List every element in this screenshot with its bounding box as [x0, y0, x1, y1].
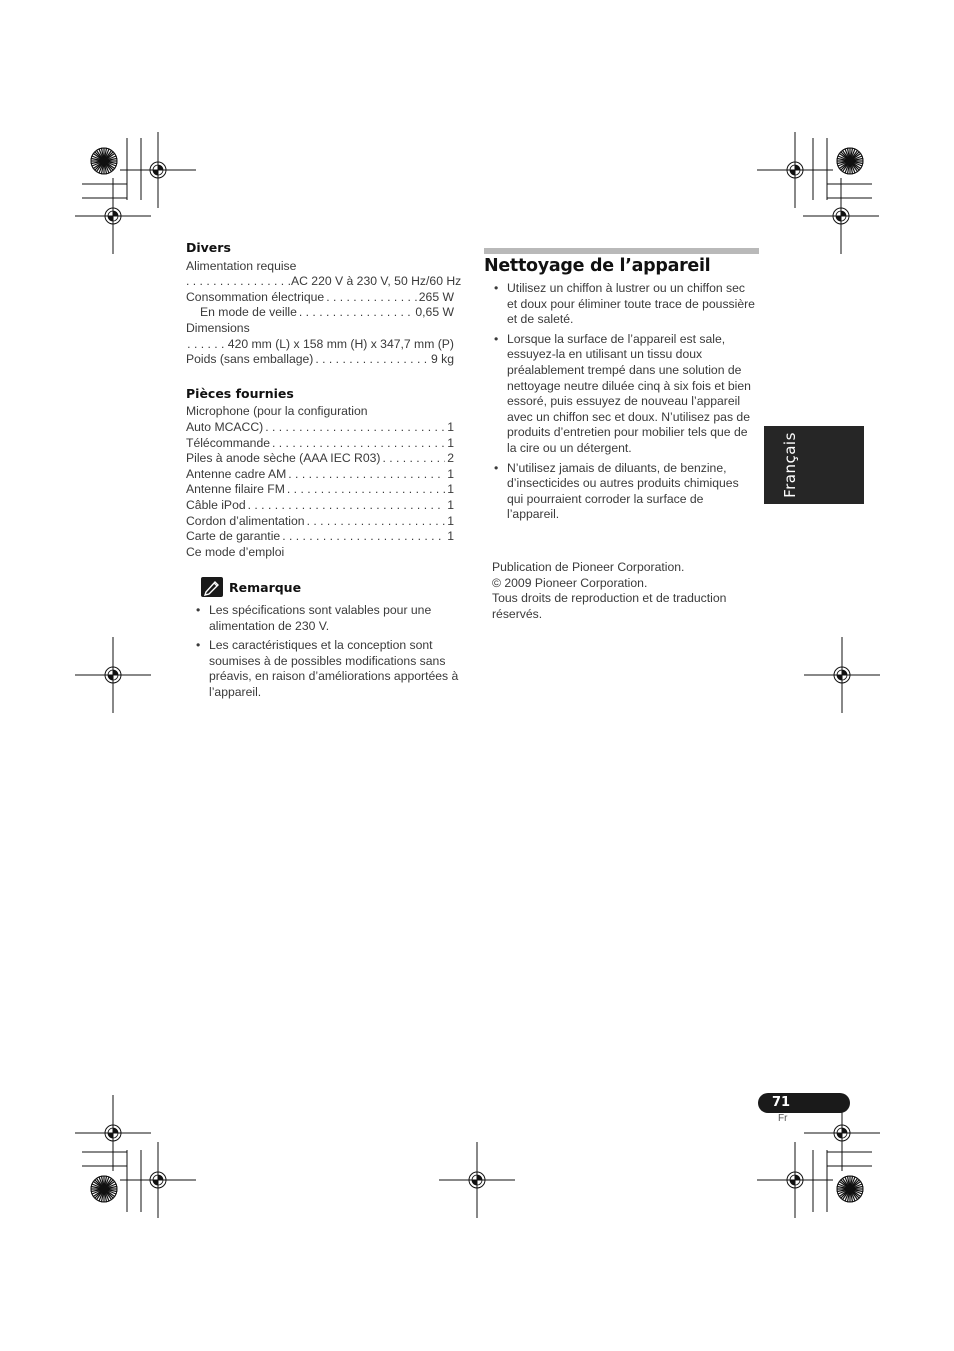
- language-tab-label: Français: [781, 432, 799, 498]
- remarque-list: [187, 603, 459, 705]
- spec-consumption-label: Consommation électrique: [186, 289, 325, 304]
- heading-rule: [484, 248, 759, 254]
- spec-weight: [186, 352, 454, 368]
- registration-mark-icon: [120, 1142, 196, 1218]
- spec-power-value: . . . . . . . . . . . . . . . .AC 220 V à 230 V, 50 Hz/60 Hz: [186, 274, 462, 289]
- spec-standby-label: En mode de veille: [200, 305, 297, 320]
- registration-mark-icon: [804, 637, 880, 713]
- pencil-note-icon: [201, 577, 223, 597]
- list-item: • Utilisez un chiffon à lustrer ou un chiffon sec et doux pour éliminer toute trace de poussière et de saleté.: [485, 281, 755, 328]
- registration-mark-icon: [757, 1142, 833, 1218]
- registration-mark-icon: [803, 178, 879, 254]
- page-language-code: Fr: [778, 1113, 788, 1124]
- list-item: Télécommande . . . 1: [186, 436, 454, 452]
- list-item: • Les spécifications sont valables pour une alimentation de 230 V.: [187, 603, 459, 634]
- list-item: • N’utilisez jamais de diluants, de benzine, d’insecticides ou autres produits chimiques qui pourraient corroder la surface de l’appareil.: [485, 461, 755, 523]
- list-item: Antenne filaire FM . . . 1: [186, 482, 454, 498]
- pieces-first-line: Microphone (pour la configuration: [186, 404, 368, 419]
- rights-line: Tous droits de reproduction et de traduction réservés.: [492, 591, 727, 621]
- color-target-icon: [91, 1176, 117, 1202]
- left-column: [186, 240, 462, 560]
- registration-mark-icon: [120, 132, 196, 208]
- list-item: Câble iPod . . . 1: [186, 498, 454, 514]
- color-target-icon: [837, 1176, 863, 1202]
- copyright-line: © 2009 Pioneer Corporation.: [492, 575, 648, 590]
- page-number-badge: [758, 1093, 850, 1113]
- list-item: • Lorsque la surface de l’appareil est sale, essuyez-la en utilisant un tissu doux préalablement trempé dans une solution de nettoyage neutre diluée cinq à six fois et bien essoré, puis essuyez de nouveau l’appareil avec un chiffon sec et doux. N’utilisez pas de produits d’entretien pour mobilier tels que de la cire ou un détergent.: [485, 332, 755, 457]
- spec-weight-value: 9 kg: [430, 352, 454, 367]
- list-item: • Les caractéristiques et la conception sont soumises à de possibles modifications sans préavis, en raison d’améliorations apportées à l’appareil.: [187, 638, 459, 700]
- publication-block: [492, 560, 760, 622]
- pieces-heading: Pièces fournies: [186, 385, 294, 401]
- spec-consumption-value: 265 W: [418, 289, 454, 304]
- cleaning-list: [485, 281, 755, 527]
- registration-mark-icon: [75, 178, 151, 254]
- list-item: Antenne cadre AM . . . 1: [186, 467, 454, 483]
- remarque-heading: Remarque: [229, 580, 302, 595]
- registration-mark-icon: [439, 1142, 515, 1218]
- registration-mark-icon: [75, 1095, 151, 1171]
- color-target-icon: [837, 148, 863, 174]
- page-number: 71: [772, 1095, 791, 1110]
- cleaning-heading: Nettoyage de l’appareil: [484, 256, 711, 276]
- pieces-last-line: Ce mode d’emploi: [186, 544, 285, 559]
- spec-dimensions-label: Dimensions: [186, 320, 250, 335]
- list-item: Piles à anode sèche (AAA IEC R03) . . . 2: [186, 451, 454, 467]
- spec-consumption: [186, 290, 454, 306]
- divers-heading: Divers: [186, 240, 231, 255]
- publication-line: Publication de Pioneer Corporation.: [492, 560, 685, 574]
- spec-standby-value: 0,65 W: [415, 305, 454, 320]
- spec-power-label: Alimentation requise: [186, 258, 297, 273]
- list-item: Auto MCACC) . . . 1: [186, 420, 454, 436]
- spec-weight-label: Poids (sans emballage): [186, 352, 314, 367]
- spec-standby: [186, 305, 454, 321]
- list-item: Carte de garantie . . . 1: [186, 529, 454, 545]
- registration-mark-icon: [75, 637, 151, 713]
- list-item: Cordon d’alimentation . . . 1: [186, 514, 454, 530]
- spec-dimensions-value: . . . . . . 420 mm (L) x 158 mm (H) x 347,7 mm (P): [187, 336, 454, 351]
- registration-mark-icon: [757, 132, 833, 208]
- color-target-icon: [91, 148, 117, 174]
- language-tab: [764, 426, 864, 504]
